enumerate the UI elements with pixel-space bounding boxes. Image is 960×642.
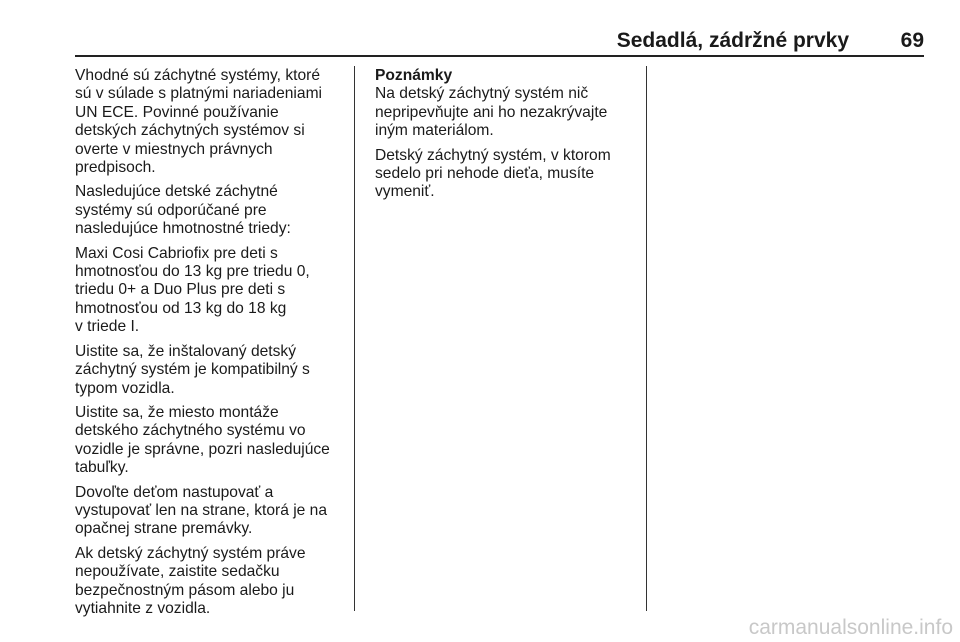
paragraph: Vhodné sú záchytné systémy, ktoré sú v súlade s platnými nariadeniami UN ECE. Povinné používanie detských záchytných systémov si overte v miestnych právnych predpisoch. <box>75 67 323 177</box>
page-header-title: Sedadlá, zádržné prvky <box>616 29 849 52</box>
paragraph: Nasledujúce detské záchytné systémy sú odporúčané pre nasledujúce hmotnostné triedy: <box>75 183 291 238</box>
paragraph: Uistite sa, že miesto montáže detského záchytného systému vo vozidle je správne, pozri nasledujúce tabuľky. <box>75 403 330 477</box>
paragraph: Uistite sa, že inštalovaný detský záchytný systém je kompatibilný s typom vozidla. <box>75 342 310 397</box>
left-column <box>75 67 351 624</box>
note-heading: Poznámky <box>375 67 453 84</box>
paragraph: Ak detský záchytný systém práve nepoužívate, zaistite sedačku bezpečnostným pásom alebo ju vytiahnite z vozidla. <box>75 544 306 617</box>
watermark: carmanualsonline.info <box>748 616 953 639</box>
page-number: 69 <box>900 29 924 52</box>
column-divider <box>646 66 647 611</box>
column-divider <box>354 66 355 611</box>
note-paragraph: Detský záchytný systém, v ktorom sedelo pri nehode dieťa, musíte vymeniť. <box>375 146 611 201</box>
paragraph: Dovoľte deťom nastupovať a vystupovať len na strane, ktorá je na opačnej strane premávky. <box>75 483 328 538</box>
paragraph: Maxi Cosi Cabriofix pre deti s hmotnosťou do 13 kg pre triedu 0, triedu 0+ a Duo Plus pre deti s hmotnosťou od 13 kg do 18 kg v triede I. <box>75 244 310 336</box>
header-rule <box>75 55 924 57</box>
middle-column <box>375 67 641 208</box>
note-paragraph: Na detský záchytný systém nič nepripevňujte ani ho nezakrývajte iným materiálom. <box>375 85 608 140</box>
